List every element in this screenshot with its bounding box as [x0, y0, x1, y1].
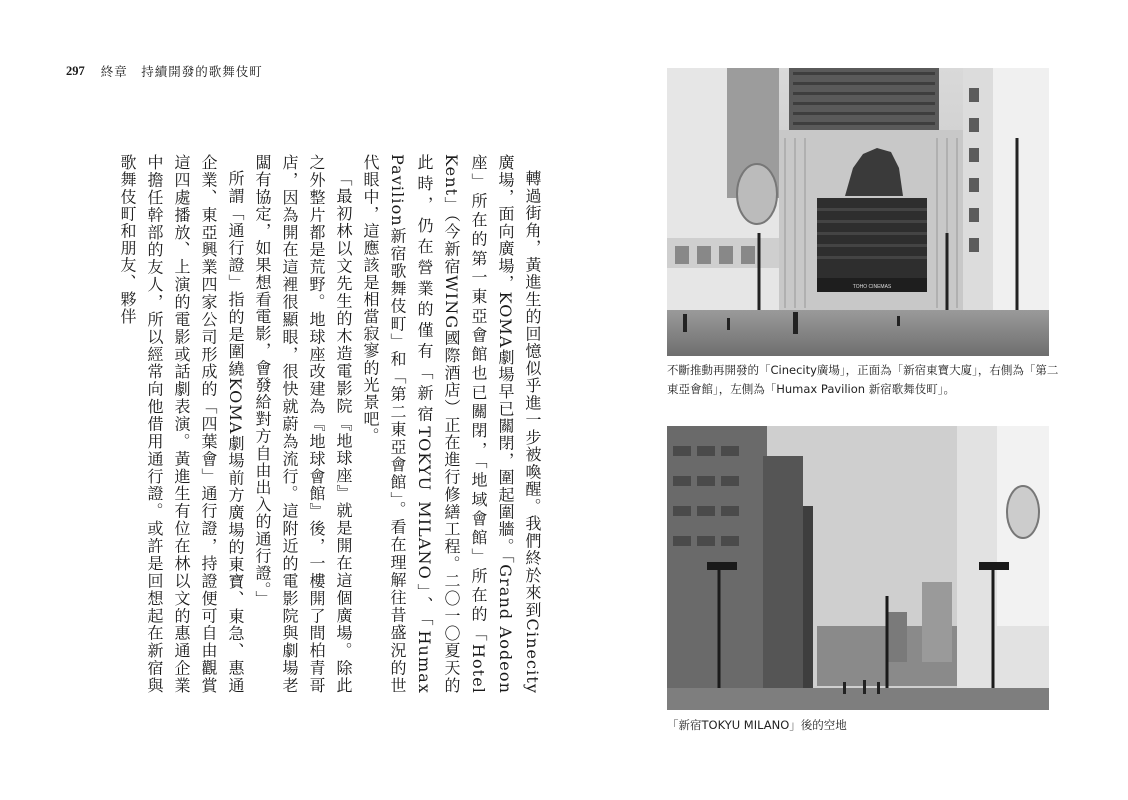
paragraph: 轉過街角，黃進生的回憶似乎進一步被喚醒。我們終於來到Cinecity廣場，面向廣場，KOMA劇場早已關閉，圍起圍牆。「Grand Aodeon座」所在的第一東亞會館也已關閉，「地域會館」所在的「Hotel Kent」（今新宿WING國際酒店）正在進行修繕工程。二〇一〇夏天的此時，仍在營業的僅有「新宿TOKYU MILANO」、「Humax Pavilion新宿歌舞伎町」和「第二東亞會館」。看在理解往昔盛況的世代眼中，這應該是相當寂寥的光景吧。	[361, 154, 542, 694]
body-text	[66, 154, 546, 694]
photo-cinecity-plaza	[667, 68, 1049, 356]
paragraph: 「最初林以文先生的木造電影院『地球座』就是開在這個廣場。除此之外整片都是荒野。地球座改建為『地球會館』後，一樓開了間柏青哥店，因為開在這裡很顯眼，很快就蔚為流行。這附近的電影院與劇場老闆有協定，如果想看電影，會發給對方自由出入的通行證。」	[253, 154, 353, 694]
running-header	[66, 61, 263, 81]
photo-empty-lot	[667, 426, 1049, 710]
toho-sign: TOHO CINEMAS	[852, 284, 892, 290]
chapter-title: 終章 持續開發的歌舞伎町	[100, 64, 263, 79]
page-number: 297	[66, 63, 85, 78]
photo-caption-top: 不斷推動再開發的「Cinecity廣場」，正面為「新宿東寶大廈」，右側為「第二東亞會館」，左側為「Humax Pavilion 新宿歌舞伎町」。	[667, 363, 1059, 396]
paragraph: 所謂「通行證」指的是圍繞KOMA劇場前方廣場的東寶、東急、惠通企業、東亞興業四家公司形成的「四葉會」通行證，持證便可自由觀賞這四處播放、上演的電影或話劇表演。黃進生有位在林以文的惠通企業中擔任幹部的友人，所以經常向他借用通行證。或許是回想起在新宿與歌舞伎町和朋友、夥伴	[118, 154, 245, 694]
photo-caption-bottom: 「新宿TOKYU MILANO」後的空地	[667, 718, 847, 732]
